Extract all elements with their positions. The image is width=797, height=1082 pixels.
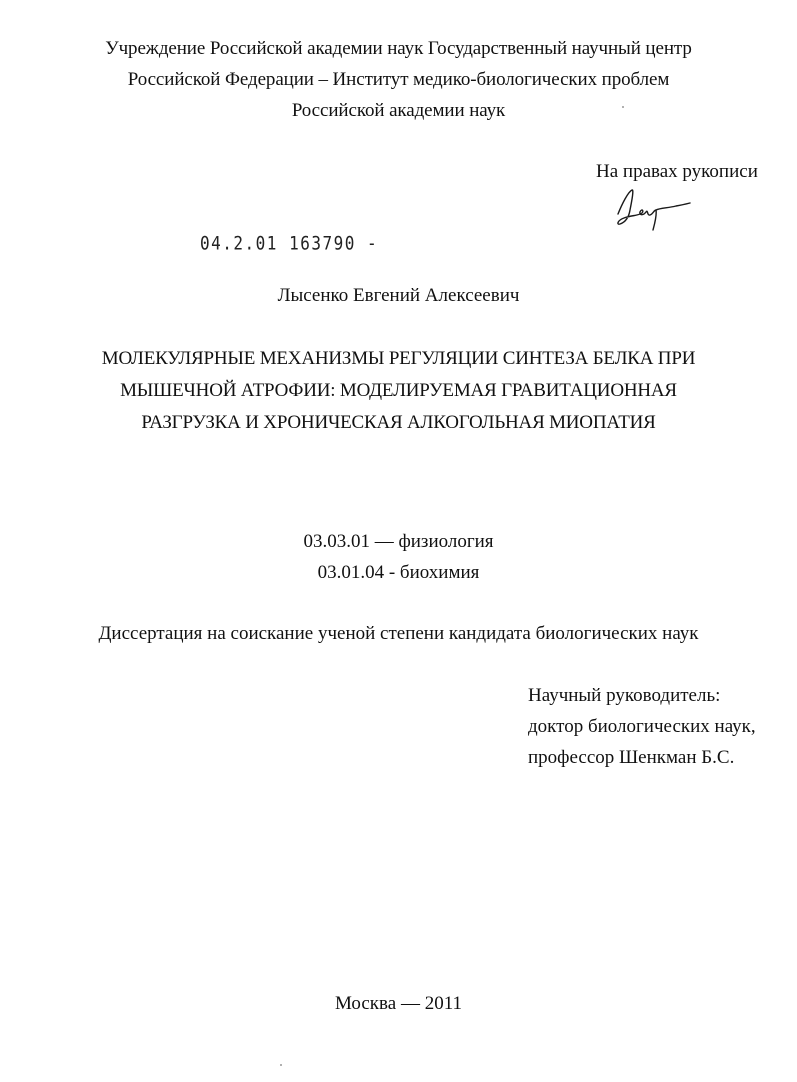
title-line: МОЛЕКУЛЯРНЫЕ МЕХАНИЗМЫ РЕГУЛЯЦИИ СИНТЕЗА БЕЛКА ПРИ xyxy=(101,348,696,369)
manuscript-note: На правах рукописи xyxy=(596,161,758,182)
specialty-1: 03.03.01 — физиология xyxy=(303,531,494,552)
stamp-number: 04.2.01 163790 - xyxy=(200,232,379,254)
footer-city-year: Москва — 2011 xyxy=(334,993,462,1014)
supervisor-label: Научный руководитель: xyxy=(528,685,721,706)
author-name: Лысенко Евгений Алексеевич xyxy=(277,285,520,306)
title-line: РАЗГРУЗКА И ХРОНИЧЕСКАЯ АЛКОГОЛЬНАЯ МИОПАТИЯ xyxy=(141,412,656,433)
scan-speck xyxy=(280,1064,282,1066)
institution-line-2: Российской Федерации – Институт медико-биологических проблем xyxy=(127,69,670,90)
dissertation-title xyxy=(0,343,797,439)
title-line: МЫШЕЧНОЙ АТРОФИИ: МОДЕЛИРУЕМАЯ ГРАВИТАЦИОННАЯ xyxy=(120,380,677,401)
supervisor-name: профессор Шенкман Б.С. xyxy=(528,747,735,768)
supervisor-degree: доктор биологических наук, xyxy=(528,716,756,737)
institution-line-1: Учреждение Российской академии наук Государственный научный центр xyxy=(105,38,692,59)
scan-speck xyxy=(622,106,624,108)
institution-line-3: Российской академии наук xyxy=(291,100,506,121)
specialty-2: 03.01.04 - биохимия xyxy=(317,562,480,583)
dissertation-type: Диссертация на соискание ученой степени кандидата биологических наук xyxy=(98,623,699,644)
signature-icon xyxy=(612,186,692,232)
